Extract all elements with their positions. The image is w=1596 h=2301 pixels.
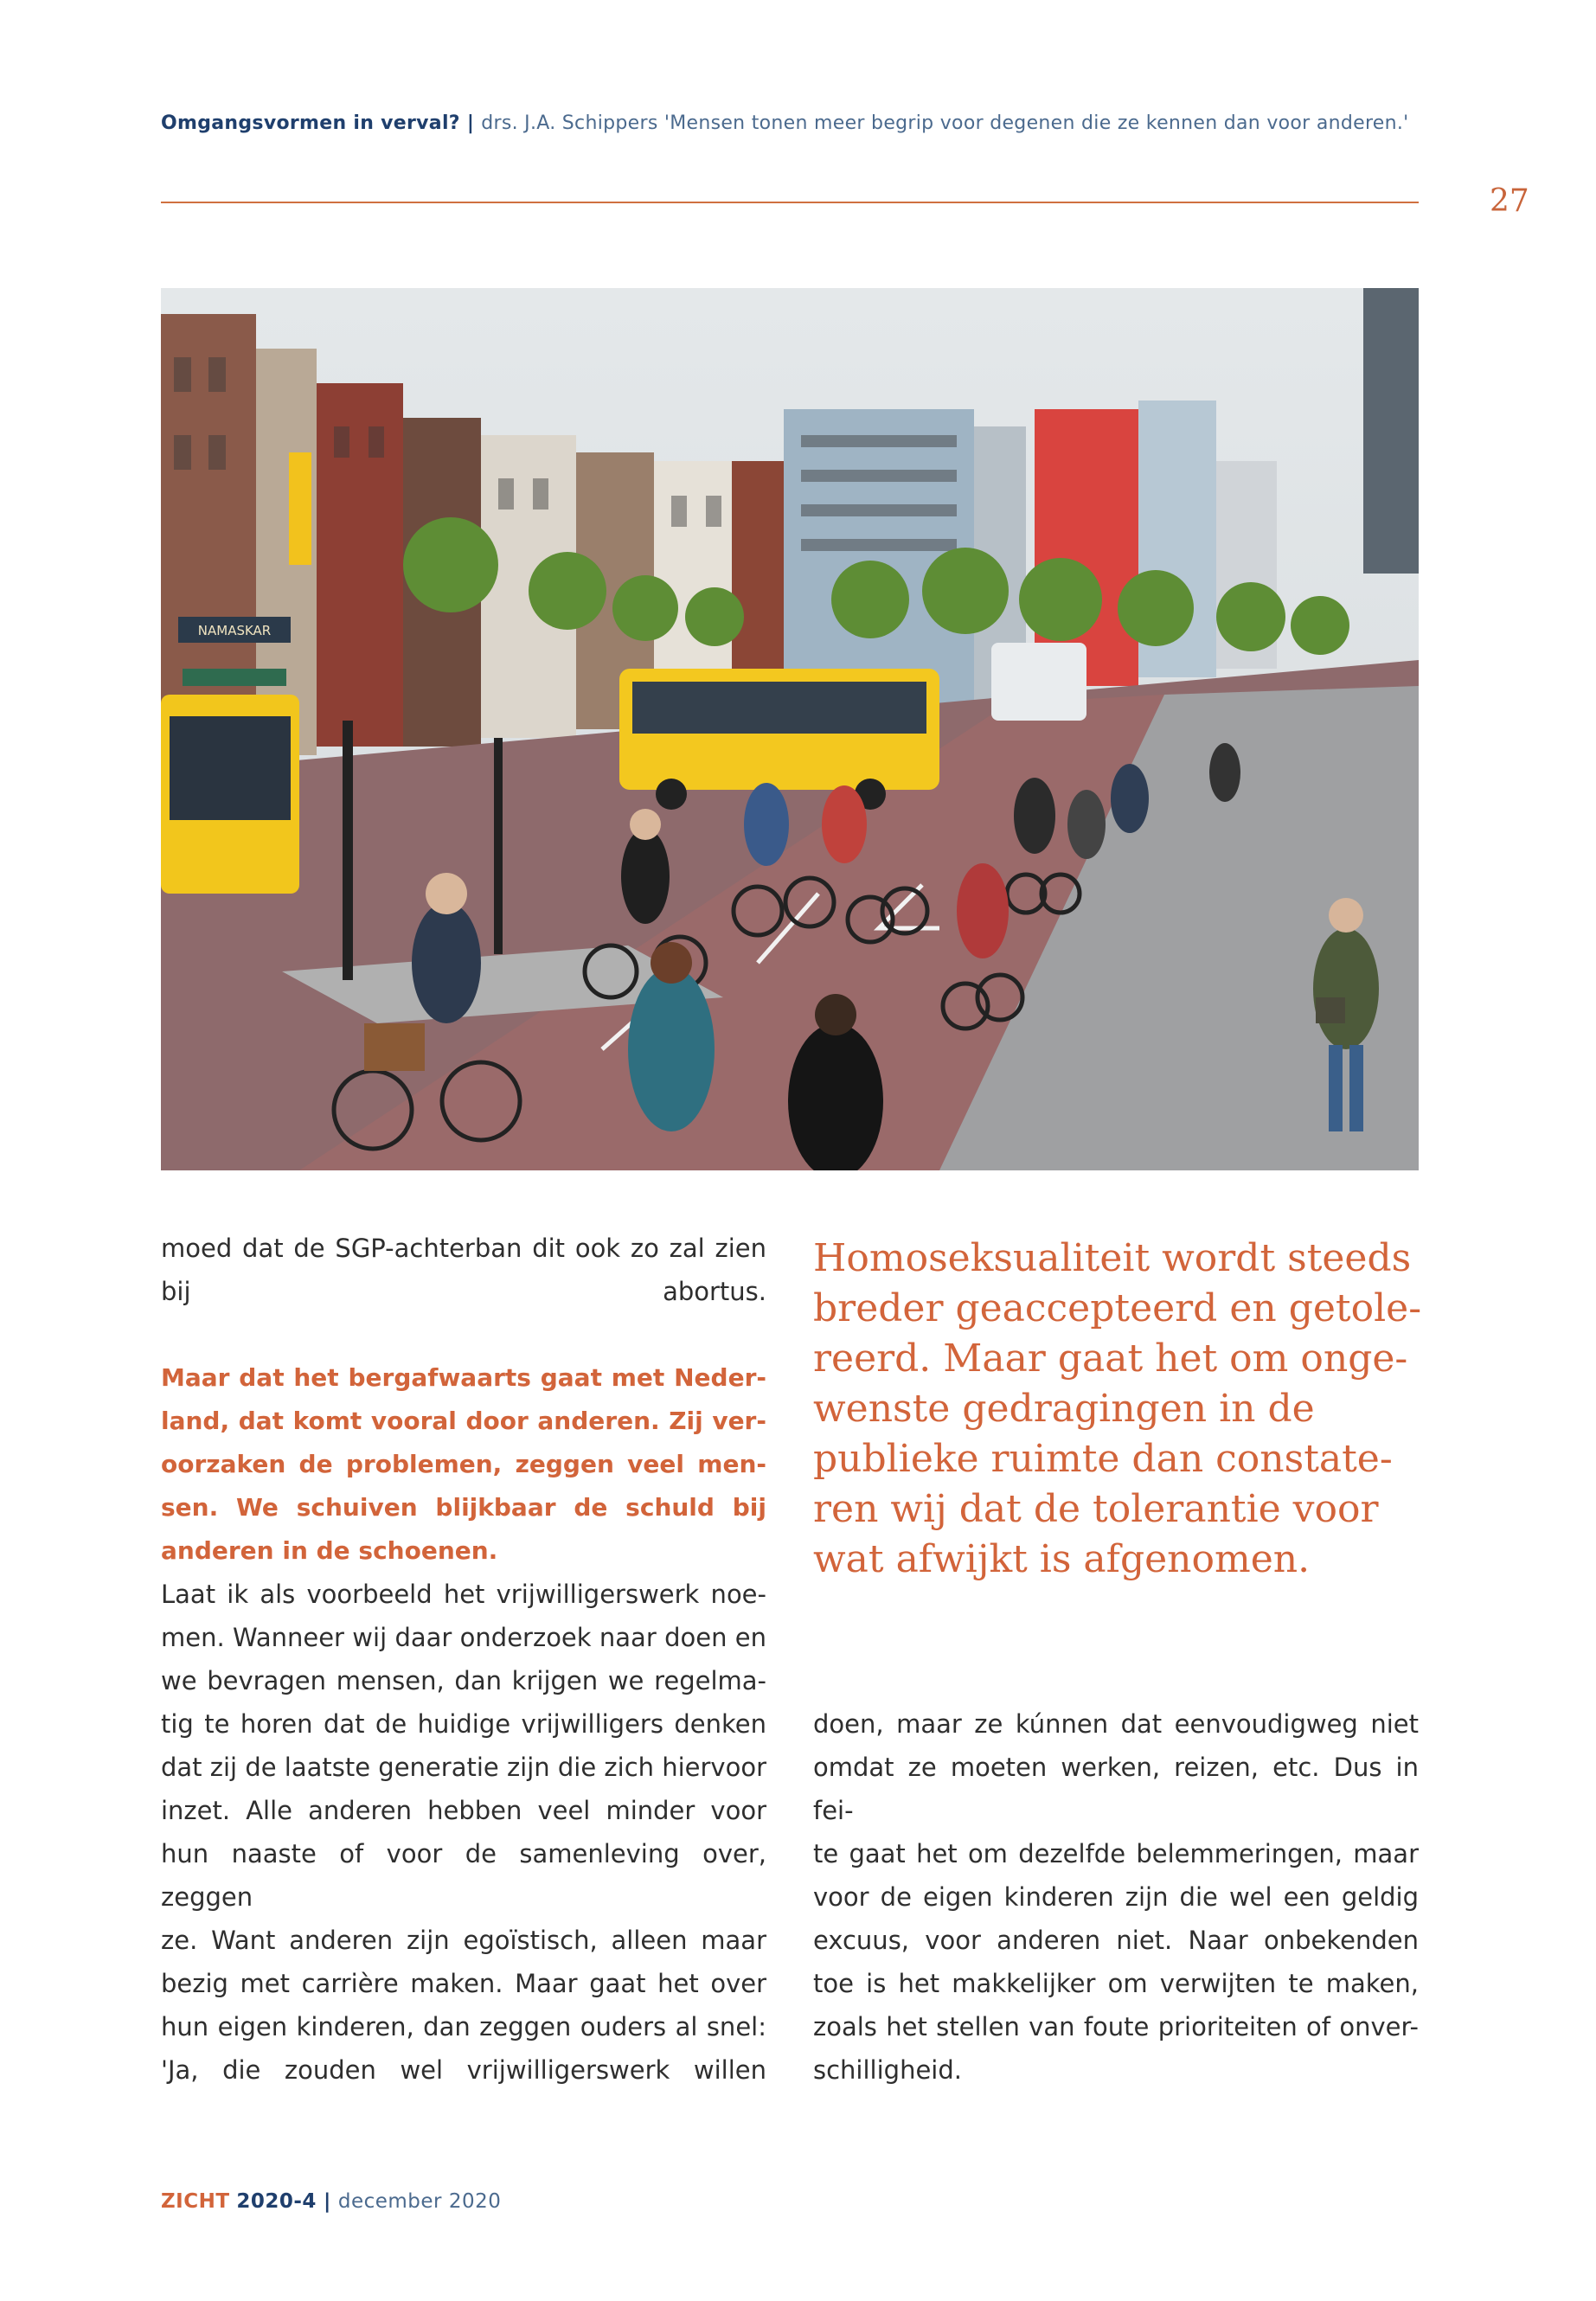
vertical-shop-sign bbox=[289, 452, 311, 565]
text-line: omdat ze moeten werken, reizen, etc. Dus in fei- bbox=[813, 1753, 1419, 1825]
text-line: tig te horen dat de huidige vrijwilligers denken bbox=[161, 1709, 766, 1739]
namaskar-sign-text: NAMASKAR bbox=[197, 623, 272, 638]
footer-magazine: ZICHT bbox=[161, 2190, 230, 2213]
highlight-line: oorzaken de problemen, zeggen veel men- bbox=[161, 1450, 766, 1478]
text-line: excuus, voor anderen niet. Naar onbekenden bbox=[813, 1926, 1419, 1955]
text-line: inzet. Alle anderen hebben veel minder voor bbox=[161, 1796, 766, 1825]
text-line: bij abortus. bbox=[161, 1277, 766, 1306]
header-title: Omgangsvormen in verval? bbox=[161, 112, 460, 134]
header-subtitle: drs. J.A. Schippers 'Mensen tonen meer begrip voor degenen die ze kennen dan voor anderen.' bbox=[481, 112, 1409, 134]
highlight-line: sen. We schuiven blijkbaar de schuld bij bbox=[161, 1493, 766, 1522]
bus-center-windows bbox=[632, 682, 926, 734]
text-line: toe is het makkelijker om verwijten te maken, bbox=[813, 1969, 1419, 1998]
left-column-intro bbox=[161, 1227, 766, 1313]
footer-date: december 2020 bbox=[337, 2190, 502, 2213]
text-line: men. Wanneer wij daar onderzoek naar doen en bbox=[161, 1623, 766, 1652]
text-line: hun eigen kinderen, dan zeggen ouders al snel: bbox=[161, 2012, 766, 2041]
text-line: voor de eigen kinderen zijn die wel een geldig bbox=[813, 1882, 1419, 1912]
text-line: we bevragen mensen, dan krijgen we regelma- bbox=[161, 1666, 766, 1695]
quote-line: ren wij dat de tolerantie voor bbox=[813, 1487, 1379, 1531]
article-photo bbox=[161, 288, 1419, 1170]
footer-separator: | bbox=[323, 2190, 331, 2213]
text-line: schilligheid. bbox=[813, 2055, 962, 2085]
running-header bbox=[161, 112, 1424, 134]
quote-line: Homoseksualiteit wordt steeds bbox=[813, 1236, 1412, 1280]
highlight-line: Maar dat het bergafwaarts gaat met Neder- bbox=[161, 1363, 766, 1392]
page-footer bbox=[161, 2190, 501, 2213]
right-column-body bbox=[813, 1702, 1419, 2092]
text-line: te gaat het om dezelfde belemmeringen, maar bbox=[813, 1839, 1419, 1868]
text-line: 'Ja, die zouden wel vrijwilligerswerk willen bbox=[161, 2055, 766, 2085]
text-line: Laat ik als voorbeeld het vrijwilligerswerk noe- bbox=[161, 1580, 766, 1609]
text-line: moed dat de SGP-achterban dit ook zo zal zien bbox=[161, 1234, 766, 1263]
building-red-brick bbox=[317, 383, 403, 747]
quote-line: publieke ruimte dan constate- bbox=[813, 1437, 1393, 1481]
left-column-body bbox=[161, 1573, 766, 2092]
quote-line: wat afwijkt is afgenomen. bbox=[813, 1537, 1311, 1581]
pull-quote bbox=[813, 1234, 1427, 1585]
text-line: dat zij de laatste generatie zijn die zich hiervoor bbox=[161, 1753, 767, 1782]
text-line: hun naaste of voor de samenleving over, zeggen bbox=[161, 1839, 766, 1912]
text-line: ze. Want anderen zijn egoïstisch, alleen maar bbox=[161, 1926, 766, 1955]
highlight-paragraph bbox=[161, 1356, 766, 1573]
bus-left-windshield bbox=[170, 716, 291, 820]
building-modern-right bbox=[1363, 288, 1419, 574]
quote-line: reerd. Maar gaat het om onge- bbox=[813, 1336, 1408, 1381]
quote-line: breder geaccepteerd en getole- bbox=[813, 1286, 1422, 1330]
quote-line: wenste gedragingen in de bbox=[813, 1387, 1315, 1431]
street-scene-illustration bbox=[161, 288, 1419, 1170]
text-line: zoals het stellen van foute prioriteiten of onver- bbox=[813, 2012, 1419, 2041]
highlight-line: land, dat komt vooral door anderen. Zij ver- bbox=[161, 1407, 766, 1435]
text-line: doen, maar ze kúnnen dat eenvoudigweg niet bbox=[813, 1709, 1419, 1739]
restaurant-sign bbox=[183, 669, 286, 686]
header-rule bbox=[161, 202, 1419, 203]
header-separator: | bbox=[466, 112, 475, 134]
highlight-line: anderen in de schoenen. bbox=[161, 1536, 498, 1565]
page-number: 27 bbox=[1490, 183, 1529, 219]
bus-far bbox=[991, 643, 1086, 721]
text-line: bezig met carrière maken. Maar gaat het over bbox=[161, 1969, 766, 1998]
footer-issue: 2020-4 bbox=[236, 2190, 317, 2213]
